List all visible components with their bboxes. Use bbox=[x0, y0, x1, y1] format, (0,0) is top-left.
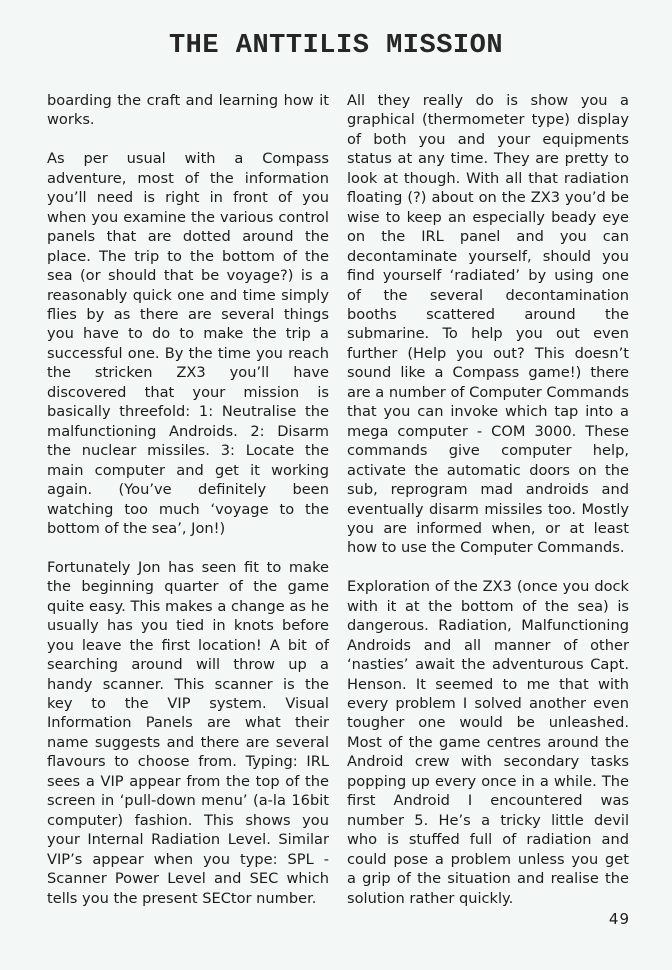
paragraph: boarding the craft and learning how it works. bbox=[47, 92, 329, 129]
paragraph: As per usual with a Compass adventure, most of the information you’ll need is right in front of you when you examine the various control panels that are dotted around the place. The trip to the bottom of the sea (or should that be voyage?) is a reasonably quick one and time simply flies by as there are several things you have to do to make the trip a successful one. By the time you reach the stricken ZX3 you’ll have discovered that your mission is basically threefold: 1: Neutralise the malfunctioning Androids. 2: Disarm the nuclear missiles. 3: Locate the main computer and get it working again. (You’ve definitely been watching too much ‘voyage to the bottom of the sea’, Jon!) bbox=[47, 150, 329, 537]
paragraph: Exploration of the ZX3 (once you dock with it at the bottom of the sea) is dangerous. Radiation, Malfunctioning Androids and all manner of other ‘nasties’ await the adventurous Capt. Henson. It seemed to me that with every problem I solved another even tougher one would be unleashed. Most of the game centres around the Android crew with secondary tasks popping up every once in a while. The first Android I encountered was number 5. He’s a tricky little devil who is stuffed full of radiation and could pose a problem unless you get a grip of the situation and realise the solution rather quickly. bbox=[347, 578, 629, 907]
right-column bbox=[347, 91, 629, 908]
page-number: 49 bbox=[608, 910, 630, 928]
page-title: THE ANTTILIS MISSION bbox=[168, 31, 504, 61]
left-column bbox=[47, 91, 329, 908]
paragraph: All they really do is show you a graphical (thermometer type) display of both you and your equipments status at any time. They are pretty to look at though. With all that radiation floating (?) about on the ZX3 you’d be wise to keep an especially beady eye on the IRL panel and you can decontaminate yourself, should you find yourself ‘radiated’ by using one of the several decontamination booths scattered around the submarine. To help you out even further (Help you out? This doesn’t sound like a Compass game!) there are a number of Computer Commands that you can invoke which tap into a mega computer - COM 3000. These commands give computer help, activate the automatic doors on the sub, reprogram mad androids and eventually disarm missiles too. Mostly you are informed when, or at least how to use the Computer Commands. bbox=[347, 92, 629, 557]
paragraph: Fortunately Jon has seen fit to make the beginning quarter of the game quite easy. This makes a change as he usually has you tied in knots before you leave the first location! A bit of searching around will throw up a handy scanner. This scanner is the key to the VIP system. Visual Information Panels are what their name suggests and there are several flavours to choose from. Typing: IRL sees a VIP appear from the top of the screen in ‘pull-down menu’ (a-la 16bit computer) fashion. This shows you your Internal Radiation Level. Similar VIP’s appear when you type: SPL - Scanner Power Level and SEC which tells you the present SECtor number. bbox=[47, 558, 329, 907]
